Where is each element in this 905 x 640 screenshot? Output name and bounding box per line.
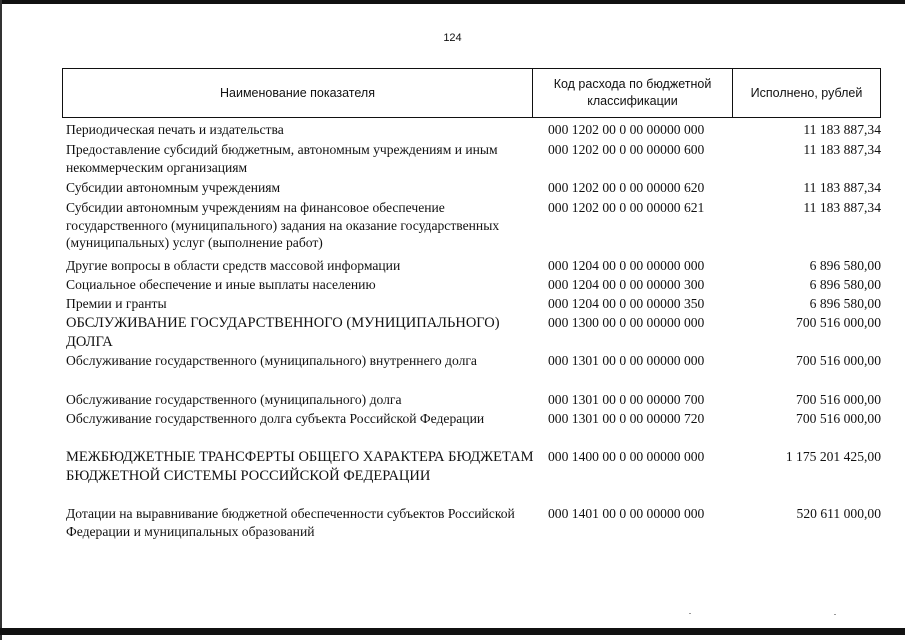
row-code: 000 1301 00 0 00 00000 720 — [548, 411, 705, 426]
row-code: 000 1202 00 0 00 00000 000 — [548, 122, 705, 137]
row-amount: 11 183 887,34 — [803, 142, 881, 157]
row-amount: 520 611 000,00 — [796, 506, 881, 521]
row-amount: 6 896 580,00 — [809, 296, 881, 311]
row-amount: 11 183 887,34 — [803, 122, 881, 137]
scan-speck — [834, 614, 836, 615]
row-amount: 700 516 000,00 — [796, 392, 881, 407]
row-code: 000 1202 00 0 00 00000 621 — [548, 200, 705, 215]
row-amount: 11 183 887,34 — [803, 200, 881, 215]
row-code: 000 1202 00 0 00 00000 620 — [548, 180, 705, 195]
row-code: 000 1301 00 0 00 00000 700 — [548, 392, 705, 407]
row-name: Предоставление субсидий бюджетным, автономным учреждениям и иным некоммерческим организациям — [66, 142, 498, 175]
bottom-border — [0, 628, 905, 635]
row-name: Субсидии автономным учреждениям на финансовое обеспечение государственного (муниципального) задания на оказание государственных (муниципальных) услуг (выполнение работ) — [66, 200, 500, 250]
row-amount: 6 896 580,00 — [809, 258, 881, 273]
row-amount: 6 896 580,00 — [809, 277, 881, 292]
row-name: Другие вопросы в области средств массовой информации — [66, 258, 401, 273]
scan-speck — [689, 613, 691, 614]
row-name: Субсидии автономным учреждениям — [66, 180, 281, 195]
header-name: Наименование показателя — [63, 69, 533, 117]
row-name: Социальное обеспечение и иные выплаты населению — [66, 277, 376, 292]
row-name: Обслуживание государственного долга субъекта Российской Федерации — [66, 411, 485, 426]
row-name: Периодическая печать и издательства — [66, 122, 284, 137]
row-code: 000 1202 00 0 00 00000 600 — [548, 142, 705, 157]
row-code: 000 1400 00 0 00 00000 000 — [548, 449, 705, 464]
row-code: 000 1204 00 0 00 00000 000 — [548, 258, 705, 273]
row-name: Премии и гранты — [66, 296, 167, 311]
row-name: МЕЖБЮДЖЕТНЫЕ ТРАНСФЕРТЫ ОБЩЕГО ХАРАКТЕРА БЮДЖЕТАМ БЮДЖЕТНОЙ СИСТЕМЫ РОССИЙСКОЙ ФЕДЕРАЦИИ — [66, 449, 534, 484]
page-number: 124 — [443, 32, 462, 44]
row-amount: 700 516 000,00 — [796, 315, 881, 330]
row-code: 000 1300 00 0 00 00000 000 — [548, 315, 705, 330]
row-code: 000 1401 00 0 00 00000 000 — [548, 506, 705, 521]
row-code: 000 1301 00 0 00 00000 000 — [548, 353, 705, 368]
row-name: Обслуживание государственного (муниципального) долга — [66, 392, 402, 407]
header-code: Код расхода по бюджетной классификации — [533, 69, 733, 117]
row-name: Дотации на выравнивание бюджетной обеспеченности субъектов Российской Федерации и муниципальных образований — [66, 506, 515, 539]
row-name: ОБСЛУЖИВАНИЕ ГОСУДАРСТВЕННОГО (МУНИЦИПАЛЬНОГО) ДОЛГА — [66, 315, 500, 350]
header-amount: Исполнено, рублей — [750, 85, 863, 100]
row-name: Обслуживание государственного (муниципального) внутреннего долга — [66, 353, 477, 368]
row-amount: 1 175 201 425,00 — [785, 449, 881, 464]
row-amount: 700 516 000,00 — [796, 411, 881, 426]
row-amount: 11 183 887,34 — [803, 180, 881, 195]
row-amount: 700 516 000,00 — [796, 353, 881, 368]
row-code: 000 1204 00 0 00 00000 350 — [548, 296, 705, 311]
row-code: 000 1204 00 0 00 00000 300 — [548, 277, 705, 292]
